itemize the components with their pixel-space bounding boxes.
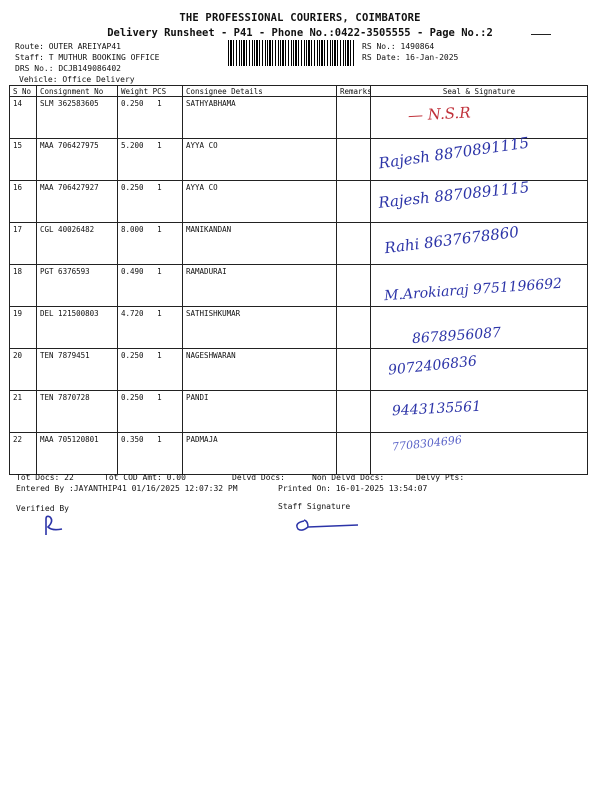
col-remarks: Remarks xyxy=(337,86,371,97)
cell-sno: 16 xyxy=(10,181,37,223)
company-title: THE PROFESSIONAL COURIERS, COIMBATORE xyxy=(179,12,421,24)
cell-consignment: TEN 7870728 xyxy=(37,391,118,433)
col-consignment: Consignment No xyxy=(37,86,118,97)
cell-consignee: MANIKANDAN xyxy=(183,223,337,265)
cell-consignee: PADMAJA xyxy=(183,433,337,475)
total-cod: Tot COD Amt: 0.00 xyxy=(104,473,186,482)
staff-label: Staff: T MUTHUR BOOKING OFFICE xyxy=(15,53,160,62)
cell-weight: 0.250 1 xyxy=(118,181,183,223)
handwritten-signature: Rajesh 8870891115 xyxy=(377,178,531,212)
cell-consignment: MAA 705120801 xyxy=(37,433,118,475)
vehicle-label: Vehicle: Office Delivery xyxy=(19,75,135,84)
cell-sno: 20 xyxy=(10,349,37,391)
table-header-row xyxy=(10,86,588,97)
col-weight: Weight PCS xyxy=(118,86,183,97)
table-row xyxy=(10,307,588,349)
pen-mark xyxy=(531,34,551,35)
non-delivered-docs: Non Delvd Docs: xyxy=(312,473,385,482)
drs-label: DRS No.: DCJB149086402 xyxy=(15,64,121,73)
col-sno: S No xyxy=(10,86,37,97)
col-signature: Seal & Signature xyxy=(371,86,588,97)
staff-signature-mark xyxy=(292,515,362,535)
cell-consignment: SLM 362583605 xyxy=(37,97,118,139)
cell-remarks xyxy=(337,349,371,391)
barcode xyxy=(228,40,354,66)
handwritten-signature: Rajesh 8870891115 xyxy=(377,133,531,173)
cell-remarks xyxy=(337,97,371,139)
handwritten-signature: M.Arokiaraj 9751196692 xyxy=(383,275,563,305)
cell-consignee: AYYA CO xyxy=(183,139,337,181)
cell-consignment: DEL 121500803 xyxy=(37,307,118,349)
verified-by-label: Verified By xyxy=(16,504,69,513)
cell-weight: 4.720 1 xyxy=(118,307,183,349)
total-docs: Tot Docs: 22 xyxy=(16,473,74,482)
delivery-points: Delvy Pts: xyxy=(416,473,465,482)
cell-sno: 18 xyxy=(10,265,37,307)
runsheet-subtitle: Delivery Runsheet - P41 - Phone No.:0422-3505555 - Page No.:2 xyxy=(107,27,493,39)
handwritten-signature: — N.S.R xyxy=(407,103,471,125)
cell-weight: 0.350 1 xyxy=(118,433,183,475)
printed-on: Printed On: 16-01-2025 13:54:07 xyxy=(278,484,428,493)
handwritten-signature: Rahi 8637678860 xyxy=(383,222,520,258)
cell-remarks xyxy=(337,391,371,433)
cell-remarks xyxy=(337,433,371,475)
cell-consignee: RAMADURAI xyxy=(183,265,337,307)
handwritten-signature: 9443135561 xyxy=(391,398,482,420)
table-row xyxy=(10,349,588,391)
cell-remarks xyxy=(337,265,371,307)
cell-sno: 19 xyxy=(10,307,37,349)
cell-sno: 15 xyxy=(10,139,37,181)
cell-sno: 17 xyxy=(10,223,37,265)
cell-sno: 22 xyxy=(10,433,37,475)
cell-consignee: PANDI xyxy=(183,391,337,433)
route-label: Route: OUTER AREIYAP41 xyxy=(15,42,121,51)
cell-consignment: CGL 40026482 xyxy=(37,223,118,265)
cell-remarks xyxy=(337,181,371,223)
cell-consignee: SATHYABHAMA xyxy=(183,97,337,139)
handwritten-signature: 7708304696 xyxy=(391,433,463,454)
cell-weight: 0.490 1 xyxy=(118,265,183,307)
cell-weight: 0.250 1 xyxy=(118,97,183,139)
rs-number: RS No.: 1490864 xyxy=(362,42,435,51)
cell-weight: 0.250 1 xyxy=(118,391,183,433)
verifier-signature-mark xyxy=(40,513,70,539)
staff-signature-label: Staff Signature xyxy=(278,502,351,511)
cell-consignment: PGT 6376593 xyxy=(37,265,118,307)
handwritten-signature: 8678956087 xyxy=(411,324,502,348)
cell-weight: 0.250 1 xyxy=(118,349,183,391)
handwritten-signature: 9072406836 xyxy=(387,353,478,379)
cell-consignment: TEN 7879451 xyxy=(37,349,118,391)
cell-consignee: NAGESHWARAN xyxy=(183,349,337,391)
table-row xyxy=(10,433,588,475)
cell-remarks xyxy=(337,139,371,181)
rs-date: RS Date: 16-Jan-2025 xyxy=(362,53,459,62)
cell-consignment: MAA 706427927 xyxy=(37,181,118,223)
cell-consignee: SATHISHKUMAR xyxy=(183,307,337,349)
cell-consignment: MAA 706427975 xyxy=(37,139,118,181)
delivered-docs: Delvd Docs: xyxy=(232,473,285,482)
cell-sno: 21 xyxy=(10,391,37,433)
cell-remarks xyxy=(337,223,371,265)
cell-consignee: AYYA CO xyxy=(183,181,337,223)
col-consignee: Consignee Details xyxy=(183,86,337,97)
cell-weight: 8.000 1 xyxy=(118,223,183,265)
entered-by: Entered By :JAYANTHIP41 01/16/2025 12:07:32 PM xyxy=(16,484,238,493)
cell-sno: 14 xyxy=(10,97,37,139)
cell-weight: 5.200 1 xyxy=(118,139,183,181)
table-row xyxy=(10,97,588,139)
cell-signature xyxy=(371,97,588,139)
cell-remarks xyxy=(337,307,371,349)
table-row xyxy=(10,391,588,433)
